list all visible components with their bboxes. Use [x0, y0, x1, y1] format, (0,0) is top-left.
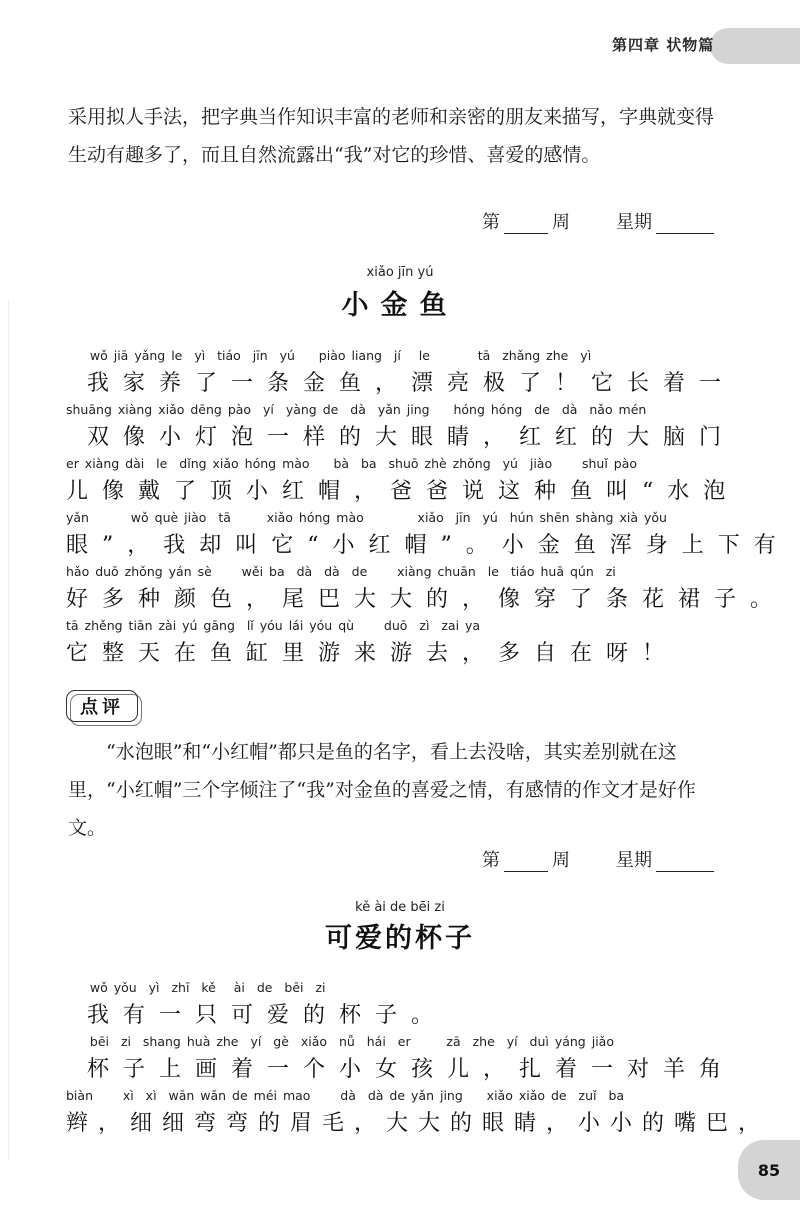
- weekday-label: 星期: [616, 850, 652, 871]
- chapter-header-tab: [710, 28, 800, 64]
- scan-margin-line: [8, 300, 9, 1160]
- review-paragraph: “水泡眼”和“小红帽”都只是鱼的名字，看上去没啥，其实差别就在这里，“小红帽”三个字倾注了“我”对金鱼的喜爱之情，有感情的作文才是好作文。: [68, 741, 696, 839]
- hanzi-line: 杯子上画着一个小女孩儿，扎着一对羊角: [66, 1057, 735, 1082]
- week-prefix: 第: [482, 850, 500, 871]
- pinyin-line: wǒ jiā yǎng le yì tiáo jīn yú piào liang jí le tā zhǎng zhe yì: [66, 348, 592, 363]
- week-suffix: 周: [552, 850, 570, 871]
- hanzi-line: 眼”，我却叫它“小红帽”。小金鱼浑身上下有: [66, 533, 790, 558]
- essay1-title: 小金鱼: [341, 290, 459, 321]
- pinyin-line: hǎo duō zhǒng yán sè wěi ba dà dà de xiàng chuān le tiáo huā qún zi: [66, 564, 616, 579]
- hanzi-line: 儿像戴了顶小红帽，爸爸说这种鱼叫“水泡: [66, 479, 740, 504]
- pinyin-line: bēi zi shang huà zhe yí gè xiǎo nǚ hái er zā zhe yí duì yáng jiǎo: [66, 1034, 614, 1049]
- pinyin-line: tā zhěng tiān zài yú gāng lǐ yóu lái yóu qù duō zì zai ya: [66, 618, 481, 633]
- weekday-label: 星期: [616, 212, 652, 233]
- chapter-title: 第四章 状物篇: [612, 36, 715, 54]
- essay2-title-pinyin: kě ài de bēi zi: [355, 900, 445, 915]
- hanzi-line: 我有一只可爱的杯子。: [66, 1003, 447, 1028]
- pinyin-line: biàn xì xì wān wān de méi mao dà dà de yǎn jing xiǎo xiǎo de zuǐ ba: [66, 1088, 625, 1103]
- week-suffix: 周: [552, 212, 570, 233]
- hanzi-line: 辫，细细弯弯的眉毛，大大的眼睛，小小的嘴巴，: [66, 1111, 771, 1136]
- weekday-blank: [656, 853, 714, 872]
- weekday-blank: [656, 215, 714, 234]
- pinyin-line: yǎn wǒ què jiào tā xiǎo hóng mào xiǎo jīn yú hún shēn shàng xià yǒu: [66, 510, 667, 525]
- pinyin-line: wǒ yǒu yì zhī kě ài de bēi zi: [66, 980, 326, 995]
- hanzi-line: 双像小灯泡一样的大眼睛，红红的大脑门: [66, 425, 735, 450]
- pinyin-line: shuāng xiàng xiǎo dēng pào yí yàng de dà yǎn jing hóng hóng de dà nǎo mén: [66, 402, 647, 417]
- date-line-1: [482, 208, 718, 234]
- essay2-title: 可爱的杯子: [325, 923, 475, 954]
- intro-paragraph: 采用拟人手法，把字典当作知识丰富的老师和亲密的朋友来描写，字典就变得生动有趣多了，而且自然流露出“我”对它的珍惜、喜爱的感情。: [68, 106, 715, 166]
- week-blank: [504, 853, 548, 872]
- review-badge: 点评: [66, 690, 138, 722]
- essay1-title-pinyin: xiǎo jīn yú: [366, 265, 434, 280]
- week-blank: [504, 215, 548, 234]
- hanzi-line: 我家养了一条金鱼，漂亮极了！它长着一: [66, 371, 735, 396]
- week-prefix: 第: [482, 212, 500, 233]
- page-number: 85: [738, 1140, 800, 1200]
- pinyin-line: er xiàng dài le dǐng xiǎo hóng mào bà ba shuō zhè zhǒng yú jiào shuǐ pào: [66, 456, 638, 471]
- hanzi-line: 它整天在鱼缸里游来游去，多自在呀！: [66, 641, 679, 666]
- hanzi-line: 好多种颜色，尾巴大大的，像穿了条花裙子。: [66, 587, 787, 612]
- date-line-2: [482, 846, 718, 872]
